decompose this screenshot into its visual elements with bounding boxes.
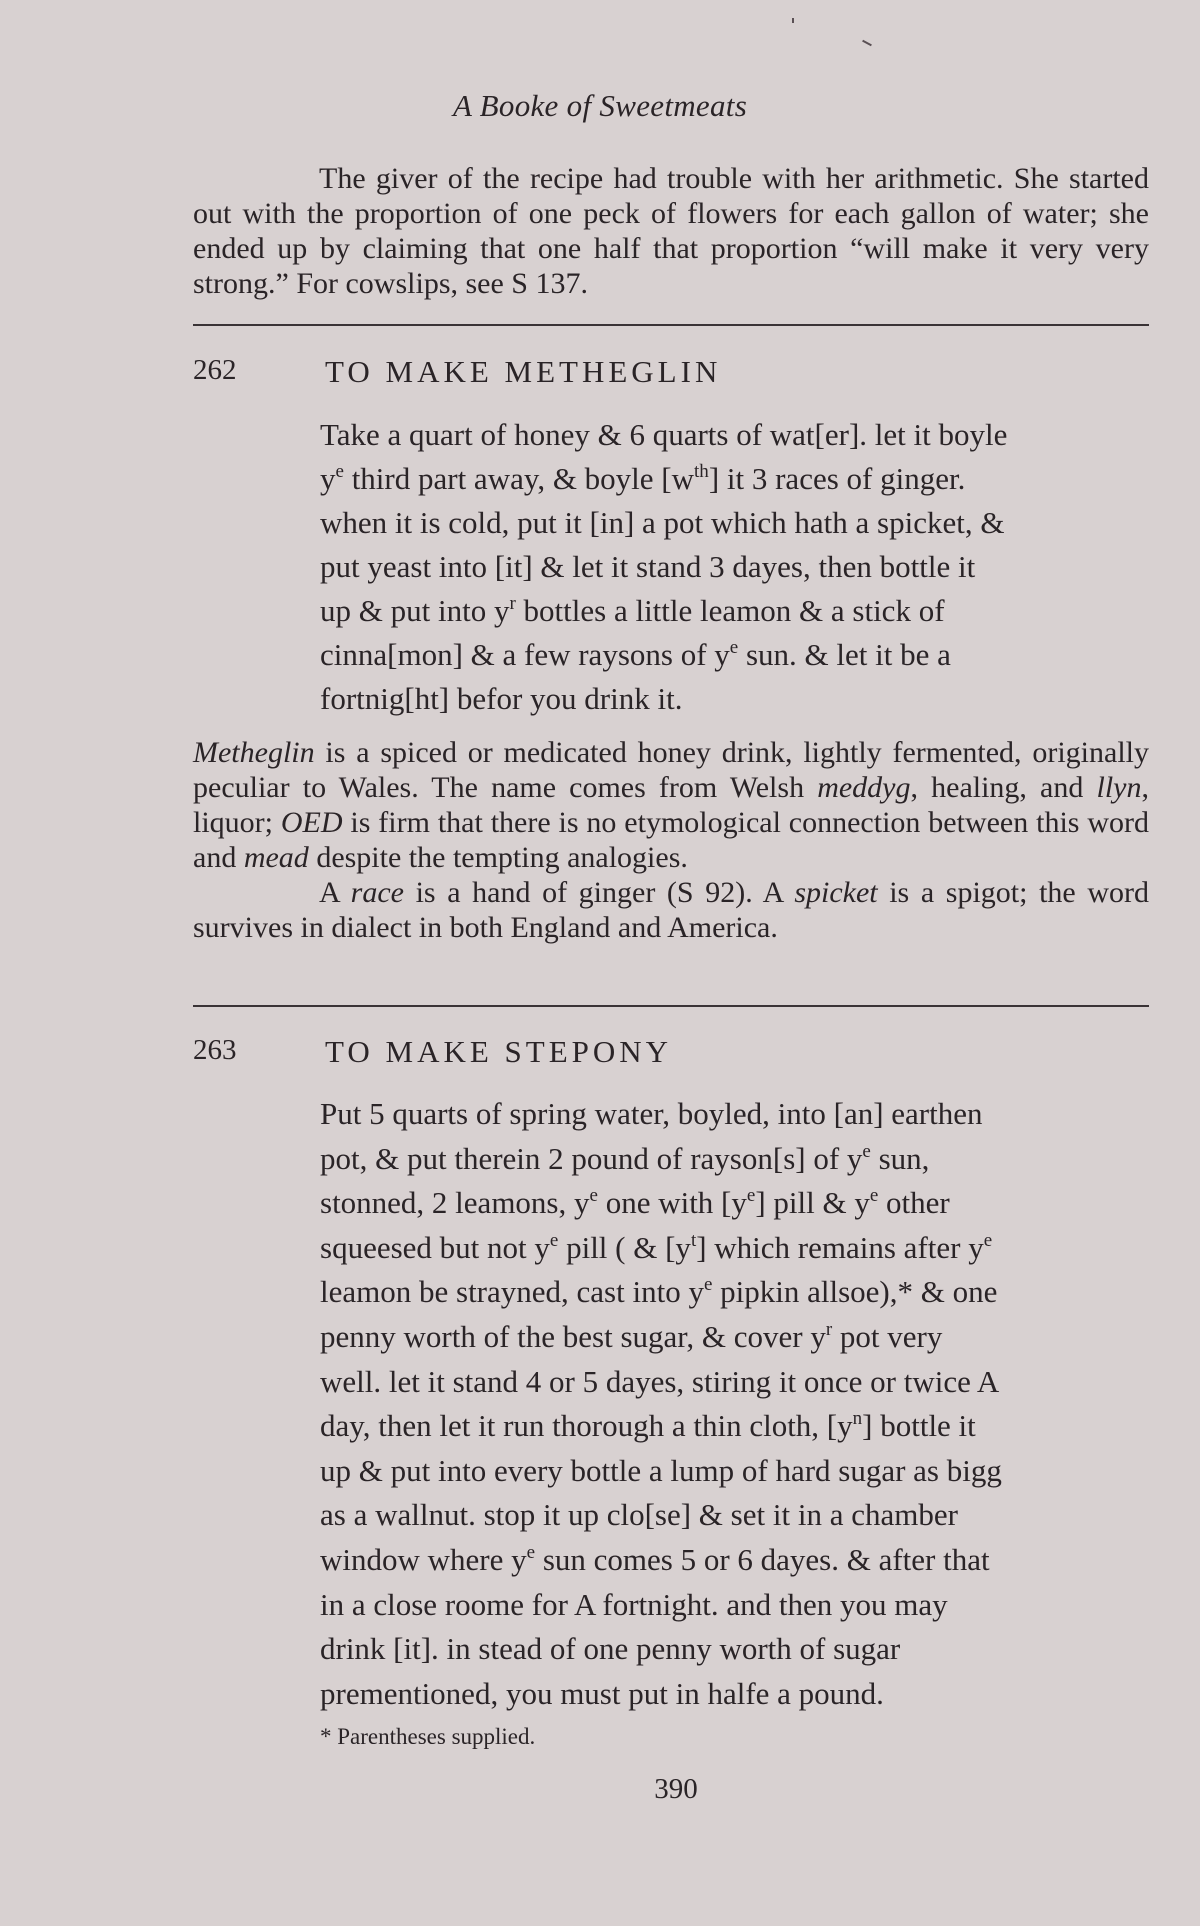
recipe-body bbox=[320, 1092, 1150, 1716]
running-head: A Booke of Sweetmeats bbox=[452, 88, 748, 123]
recipe-number: 262 bbox=[193, 354, 237, 386]
recipe-line: put yeast into [it] & let it stand 3 dayes, then bottle it bbox=[320, 549, 976, 584]
metheglin-commentary bbox=[193, 735, 1149, 945]
recipe-line: drink [it]. in stead of one penny worth of sugar bbox=[320, 1631, 901, 1667]
section-divider bbox=[193, 1005, 1149, 1007]
intro-paragraph: The giver of the recipe had trouble with her arithmetic. She started out with the proportion of one peck of flowers for each gallon of water; she ended up by claiming that one half that proportion “will make it very very strong.” For cowslips, see S 137. bbox=[193, 162, 1149, 300]
recipe-line: prementioned, you must put in halfe a pound. bbox=[320, 1675, 884, 1711]
page-number: 390 bbox=[654, 1773, 698, 1805]
commentary-paragraph: Metheglin is a spiced or medicated honey drink, lightly fermented, originally peculiar to Wales. The name comes from Welsh meddyg, healing, and llyn, liquor; OED is firm that there is no etymological connection between this word and mead despite the tempting analogies. bbox=[193, 736, 1149, 874]
recipe-line: up & put into $y^r$ bottles a little leamon & a stick of bbox=[320, 593, 945, 628]
section-divider bbox=[193, 324, 1149, 326]
recipe-body bbox=[320, 413, 1150, 721]
commentary-paragraph: A race is a hand of ginger (S 92). A spicket is a spigot; the word survives in dialect in both England and America. bbox=[193, 876, 1150, 944]
recipe-line: in a close roome for A fortnight. and then you may bbox=[320, 1586, 948, 1622]
recipe-line: Take a quart of honey & 6 quarts of wat[er]. let it boyle bbox=[320, 417, 1008, 452]
page-speck bbox=[792, 18, 794, 23]
recipe-line: leamon be strayned, cast into $y^e$ pipkin allsoe),* & one bbox=[320, 1274, 998, 1310]
page-speck bbox=[862, 40, 872, 46]
recipe-line: fortnig[ht] befor you drink it. bbox=[320, 681, 683, 716]
recipe-line: $y^e$ third part away, & boyle $[w^{th}]$ it 3 races of ginger. bbox=[320, 461, 966, 496]
recipe-line: Put 5 quarts of spring water, boyled, into [an] earthen bbox=[320, 1096, 983, 1131]
recipe-line: up & put into every bottle a lump of hard sugar as bigg bbox=[320, 1452, 1002, 1488]
recipe-line: as a wallnut. stop it up clo[se] & set it in a chamber bbox=[320, 1497, 958, 1533]
intro-commentary bbox=[193, 161, 1149, 301]
recipe-line: pot, & put therein 2 pound of rayson[s] of $y^e$ sun, bbox=[320, 1140, 930, 1176]
recipe-line: cinna[mon] & a few raysons of $y^e$ sun. & let it be a bbox=[320, 637, 951, 672]
recipe-line: stonned, 2 leamons, $y^e$ one with $[y^e]$ pill & $y^e$ other bbox=[320, 1185, 950, 1221]
recipe-title: TO MAKE STEPONY bbox=[325, 1034, 673, 1069]
footnote: * Parentheses supplied. bbox=[320, 1724, 536, 1749]
recipe-line: window where $y^e$ sun comes 5 or 6 dayes. & after that bbox=[320, 1541, 990, 1577]
recipe-line: penny worth of the best sugar, & cover $y^r$ pot very bbox=[320, 1318, 943, 1354]
recipe-line: squeesed but not $y^e$ pill ( & $[y^t]$ which remains after $y^e$ bbox=[320, 1229, 993, 1265]
recipe-line: when it is cold, put it [in] a pot which hath a spicket, & bbox=[320, 505, 1005, 540]
recipe-title: TO MAKE METHEGLIN bbox=[325, 354, 722, 389]
recipe-line: day, then let it run thorough a thin cloth, $[y^n]$ bottle it bbox=[320, 1408, 976, 1444]
recipe-number: 263 bbox=[193, 1034, 237, 1066]
recipe-line: well. let it stand 4 or 5 dayes, stiring it once or twice A bbox=[320, 1363, 1000, 1399]
